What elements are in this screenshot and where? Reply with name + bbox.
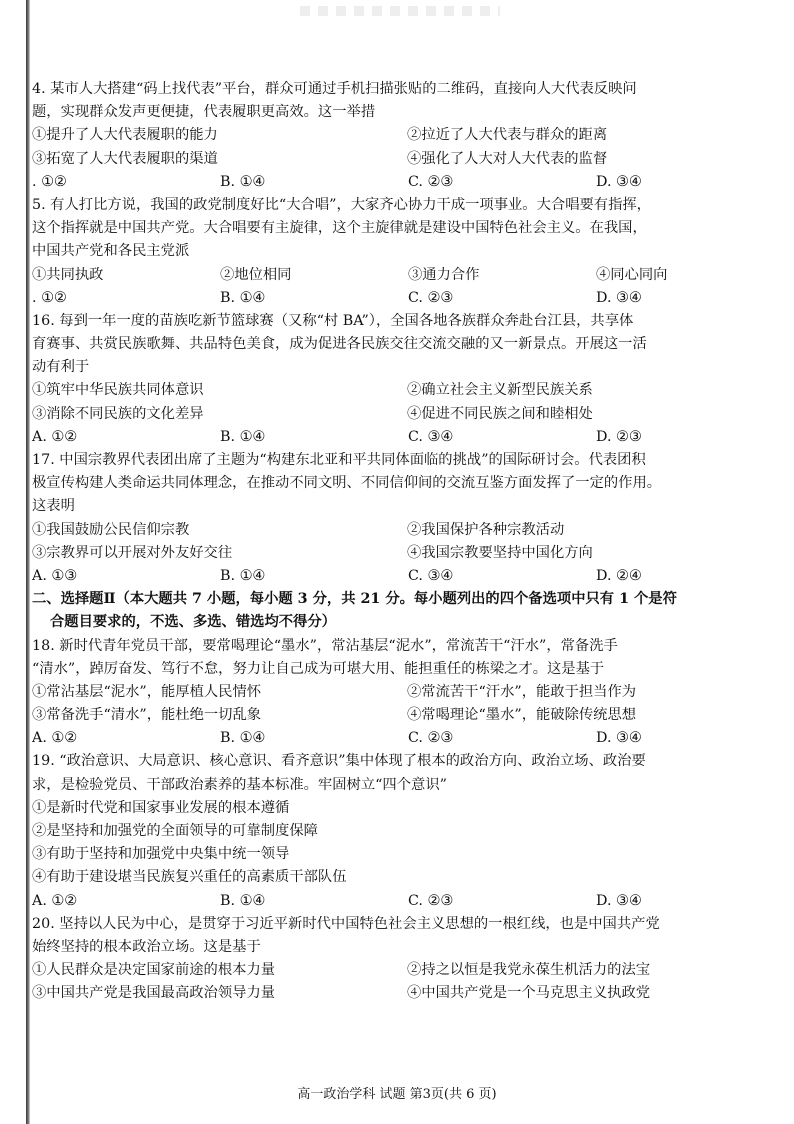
question-stem-line: 4. 某市人大搭建“码上找代表”平台，群众可通过手机扫描张贴的二维码，直接向人大代表反映问 <box>32 81 637 97</box>
statement-3: ③拓宽了人大代表履职的渠道 <box>32 150 218 167</box>
option-d: D. ③④ <box>596 289 642 306</box>
statement-1: ①提升了人大代表履职的能力 <box>32 127 218 144</box>
option-a: A. ①③ <box>32 567 78 584</box>
option-b: B. ①④ <box>220 892 266 909</box>
option-c: C. ③④ <box>408 428 454 445</box>
statement-2: ②我国保护各种宗教活动 <box>407 521 565 538</box>
statement-1: ①筑牢中华民族共同体意识 <box>32 382 204 399</box>
statement-4: ④常喝理论“墨水”，能破除传统思想 <box>407 707 637 724</box>
statement-1: ①是新时代党和国家事业发展的根本遵循 <box>32 799 290 816</box>
option-a: . ①② <box>32 173 67 190</box>
option-c: C. ②③ <box>408 730 454 747</box>
option-c: C. ③④ <box>408 567 454 584</box>
option-c: C. ②③ <box>408 173 454 190</box>
option-d: D. ③④ <box>596 173 642 190</box>
scan-left-edge <box>26 0 30 1124</box>
question-20 <box>32 913 784 1006</box>
question-14 <box>32 78 784 194</box>
option-c: C. ②③ <box>408 289 454 306</box>
question-stem-line: 求，是检验党员、干部政治素养的基本标准。牢固树立“四个意识” <box>32 776 447 793</box>
question-18 <box>32 635 784 751</box>
statement-row <box>32 403 784 426</box>
option-a: A. ①② <box>32 892 78 909</box>
statement-2: ②地位相同 <box>220 266 292 283</box>
question-stem-line: 动有利于 <box>32 359 90 376</box>
option-d: D. ②④ <box>596 567 642 584</box>
option-d: D. ②③ <box>596 428 642 445</box>
statement-row <box>32 264 784 287</box>
statement-row <box>32 704 784 727</box>
statement-2: ②常流苦干“汗水”，能敢于担当作为 <box>407 683 637 700</box>
option-c: C. ②③ <box>408 892 454 909</box>
question-stem-line: 育赛事、共赏民族歌舞、共品特色美食，成为促进各民族交往交流交融的又一新景点。开展这一活 <box>32 336 647 353</box>
scan-smudge <box>300 6 500 16</box>
section-heading-continued: 合题目要求的，不选、多选、错选均不得分） <box>50 614 336 631</box>
question-stem-line: 18. 新时代青年党员干部，要常喝理论“墨水”，常沾基层“泥水”，常流苦干“汗水”，常备洗手 <box>32 637 618 654</box>
statement-3: ③通力合作 <box>408 266 480 283</box>
option-a: . ①② <box>32 289 67 306</box>
option-row <box>32 890 784 913</box>
statement-2: ②拉近了人大代表与群众的距离 <box>407 127 608 144</box>
statement-1: ①我国鼓励公民信仰宗教 <box>32 521 190 538</box>
question-16 <box>32 310 784 449</box>
option-b: B. ①④ <box>220 289 266 306</box>
option-b: B. ①④ <box>220 730 266 747</box>
statement-1: ①人民群众是决定国家前途的根本力量 <box>32 962 276 979</box>
statement-4: ④促进不同民族之间和睦相处 <box>407 405 593 422</box>
statement-4: ④同心同向 <box>596 266 668 283</box>
question-stem-line: 题，实现群众发声更便捷，代表履职更高效。这一举措 <box>32 104 376 121</box>
page-footer: 高一政治学科 试题 第3页(共 6 页) <box>297 1087 497 1102</box>
statement-1: ①共同执政 <box>32 266 104 283</box>
option-d: D. ③④ <box>596 892 642 909</box>
statement-row <box>32 959 784 982</box>
statement-row <box>32 681 784 704</box>
option-b: B. ①④ <box>220 567 266 584</box>
option-row <box>32 565 784 588</box>
statement-row <box>32 982 784 1005</box>
question-stem-line: 始终坚持的根本政治立场。这是基于 <box>32 938 261 955</box>
question-stem-line: 19. “政治意识、大局意识、核心意识、看齐意识”集中体现了根本的政治方向、政治立场、政治要 <box>32 753 646 770</box>
option-b: B. ①④ <box>220 173 266 190</box>
option-row <box>32 727 784 750</box>
option-row <box>32 171 784 194</box>
statement-3: ③有助于坚持和加强党中央集中统一领导 <box>32 846 290 863</box>
option-row <box>32 426 784 449</box>
statement-row <box>32 519 784 542</box>
section-heading: 二、选择题Ⅱ（本大题共 7 小题，每小题 3 分，共 21 分。每小题列出的四个备选项中只有 1 个是符 <box>32 591 677 608</box>
statement-row <box>32 148 784 171</box>
question-stem-line: 这个指挥就是中国共产党。大合唱要有主旋律，这个主旋律就是建设中国特色社会主义。在我国， <box>32 220 647 237</box>
question-17 <box>32 449 784 588</box>
statement-3: ③宗教界可以开展对外友好交往 <box>32 544 233 561</box>
statement-4: ④中国共产党是一个马克思主义执政党 <box>407 985 651 1002</box>
statement-2: ②持之以恒是我党永葆生机活力的法宝 <box>407 962 651 979</box>
statement-3: ③消除不同民族的文化差异 <box>32 405 204 422</box>
question-15 <box>32 194 784 310</box>
option-d: D. ③④ <box>596 730 642 747</box>
question-stem-line: 17. 中国宗教界代表团出席了主题为“构建东北亚和平共同体面临的挑战”的国际研讨会。代表团积 <box>32 452 646 468</box>
question-stem-line: 5. 有人打比方说，我国的政党制度好比“大合唱”，大家齐心协力干成一项事业。大合唱要有指挥， <box>32 196 651 213</box>
question-stem-line: 极宣传构建人类命运共同体理念，在推动不同文明、不同信仰间的交流互鉴方面发挥了一定的作用。 <box>32 475 662 492</box>
question-stem-line: “清水”，踔厉奋发、笃行不怠，努力让自己成为可堪大用、能担重任的栋梁之才。这是基于 <box>32 660 605 677</box>
question-19 <box>32 750 784 912</box>
question-stem-line: 这表明 <box>32 498 75 515</box>
statement-row <box>32 379 784 402</box>
option-b: B. ①④ <box>220 428 266 445</box>
option-a: A. ①② <box>32 428 78 445</box>
exam-page-content <box>32 78 784 1006</box>
statement-row <box>32 124 784 147</box>
statement-4: ④我国宗教要坚持中国化方向 <box>407 544 593 561</box>
statement-1: ①常沾基层“泥水”，能厚植人民情怀 <box>32 683 262 700</box>
option-row <box>32 287 784 310</box>
statement-3: ③常备洗手“清水”，能杜绝一切乱象 <box>32 707 262 724</box>
statement-2: ②是坚持和加强党的全面领导的可靠制度保障 <box>32 823 318 839</box>
statement-4: ④强化了人大对人大代表的监督 <box>407 150 608 167</box>
statement-2: ②确立社会主义新型民族关系 <box>407 382 593 399</box>
statement-4: ④有助于建设堪当民族复兴重任的高素质干部队伍 <box>32 869 347 886</box>
statement-3: ③中国共产党是我国最高政治领导力量 <box>32 985 276 1002</box>
statement-row <box>32 542 784 565</box>
question-stem-line: 16. 每到一年一度的苗族吃新节篮球赛（又称“村 BA”），全国各地各族群众奔赴台江县，共享体 <box>32 312 634 329</box>
option-a: A. ①② <box>32 730 78 747</box>
question-stem-line: 20. 坚持以人民为中心，是贯穿于习近平新时代中国特色社会主义思想的一根红线，也是中国共产党 <box>32 915 660 932</box>
question-stem-line: 中国共产党和各民主党派 <box>32 243 190 260</box>
